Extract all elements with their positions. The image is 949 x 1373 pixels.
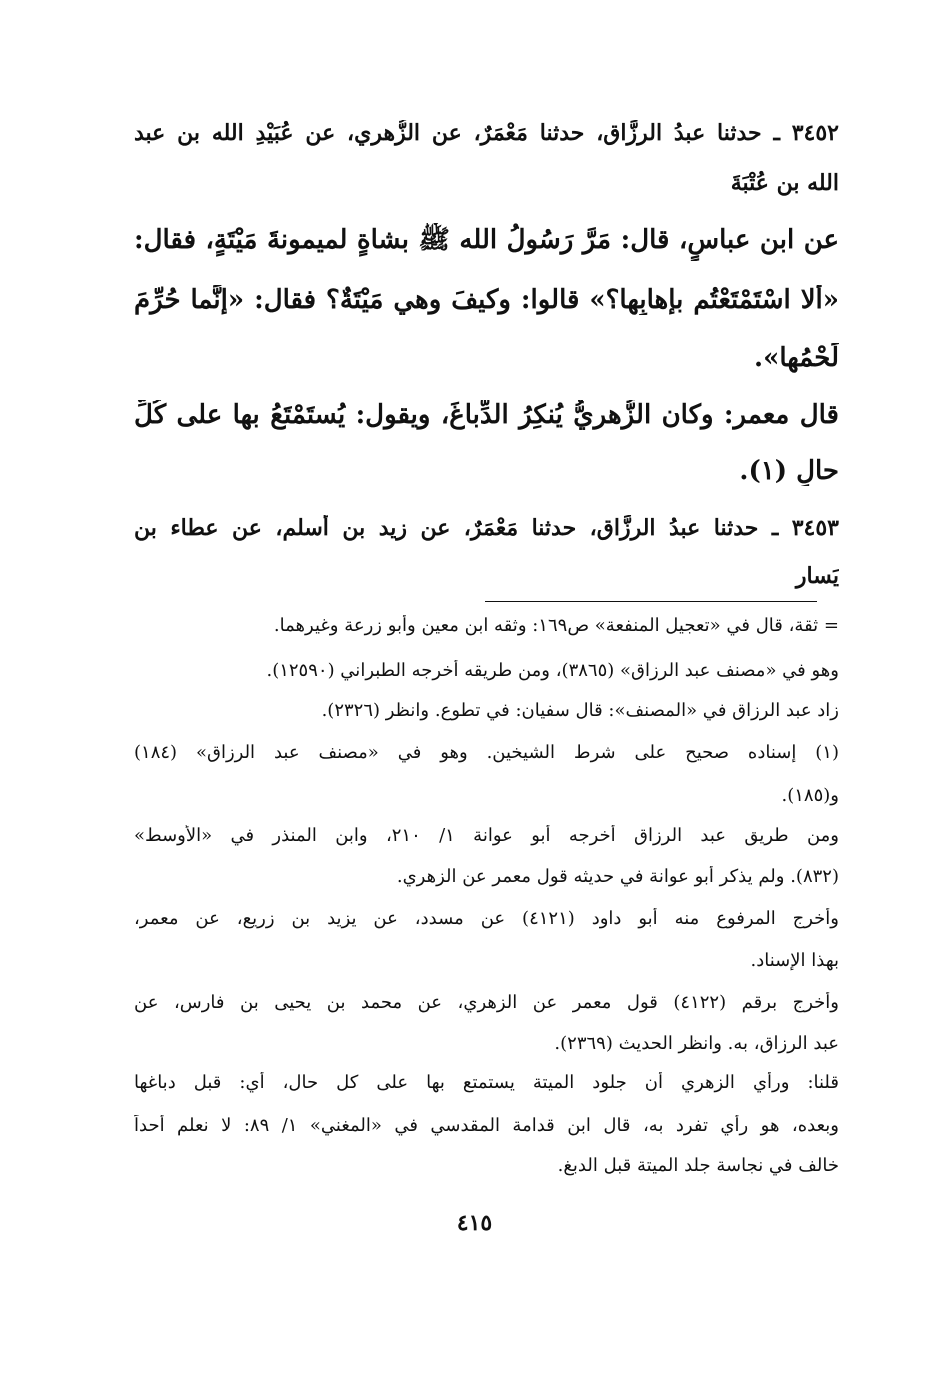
main-text-line-3: عن ابن عباسٍ، قال: مَرَّ رَسُولُ الله ﷺ بشاةٍ لميمونةَ مَيْتَةٍ، فقال: — [134, 225, 839, 255]
footnote-line-1: = ثقة، قال في «تعجيل المنفعة» ص١٦٩: وثقه ابن معين وأبو زرعة وغيرهما. — [273, 615, 839, 636]
footnote-line-10: وأخرج برقم (٤١٢٢) قول معمر عن الزهري، عن محمد بن يحيى بن فارس، عن — [134, 992, 839, 1013]
footnote-line-12: قلنا: ورأي الزهري أن جلود الميتة يستمتع بها على كل حال، أي: قبل دباغها — [134, 1072, 839, 1093]
main-text-line-6: قال معمر: وكان الزُّهريُّ يُنكِرُ الدِّباغَ، ويقول: يُستَمْتَعُ بها على كُلِّ — [134, 400, 839, 430]
footnote-line-3: زاد عبد الرزاق في «المصنف»: قال سفيان: في تطوع. وانظر (٢٣٢٦). — [321, 700, 839, 721]
footnote-separator — [485, 601, 817, 602]
footnote-line-2: وهو في «مصنف عبد الرزاق» (٣٨٦٥)، ومن طريقه أخرجه الطبراني (١٢٥٩٠). — [266, 660, 839, 681]
footnote-line-11: عبد الرزاق، به. وانظر الحديث (٢٣٦٩). — [554, 1033, 839, 1054]
footnote-line-6: ومن طريق عبد الرزاق أخرجه أبو عوانة ١/ ٢١٠، وابن المنذر في «الأوسط» — [134, 825, 839, 846]
main-text-line-7: حالٍ (١). — [739, 456, 839, 486]
footnote-line-7: (٨٣٢). ولم يذكر أبو عوانة في حديثه قول معمر عن الزهري. — [396, 866, 839, 887]
footnote-line-8: وأخرج المرفوع منه أبو داود (٤١٢١) عن مسدد، عن يزيد بن زريع، عن معمر، — [134, 908, 839, 929]
main-text-line-4: «ألا اسْتَمْتَعْتُم بإهابِها؟» قالوا: وكيفَ وهي مَيْتَةٌ؟ فقال: «إنَّما حُرِّمَ — [134, 285, 839, 315]
footnote-line-14: خالف في نجاسة جلد الميتة قبل الدبغ. — [557, 1155, 839, 1176]
footnote-line-13: وبعده، هو رأي تفرد به، قال ابن قدامة المقدسي في «المغني» ١/ ٨٩: لا نعلم أحداً — [134, 1115, 839, 1136]
page-number: ٤١٥ — [456, 1210, 493, 1236]
main-text-line-5: لَحْمُها». — [754, 343, 839, 373]
main-text-line-8: ٣٤٥٣ ـ حدثنا عبدُ الرزَّاق، حدثنا مَعْمَرٌ، عن زيد بن أَسلم، عن عطاء بن — [134, 515, 839, 541]
main-text-line-2: الله بن عُتْبَةَ — [730, 170, 839, 196]
main-text-line-9: يَسار — [795, 563, 839, 589]
main-text-line-1: ٣٤٥٢ ـ حدثنا عبدُ الرزَّاق، حدثنا مَعْمَرٌ، عن الزُّهري، عن عُبَيْدِ الله بن عبد — [134, 120, 839, 146]
footnote-line-4: (١) إسناده صحيح على شرط الشيخين. وهو في «مصنف عبد الرزاق» (١٨٤) — [134, 742, 839, 763]
footnote-line-5: و(١٨٥). — [781, 785, 839, 806]
footnote-line-9: بهذا الإسناد. — [750, 950, 839, 971]
